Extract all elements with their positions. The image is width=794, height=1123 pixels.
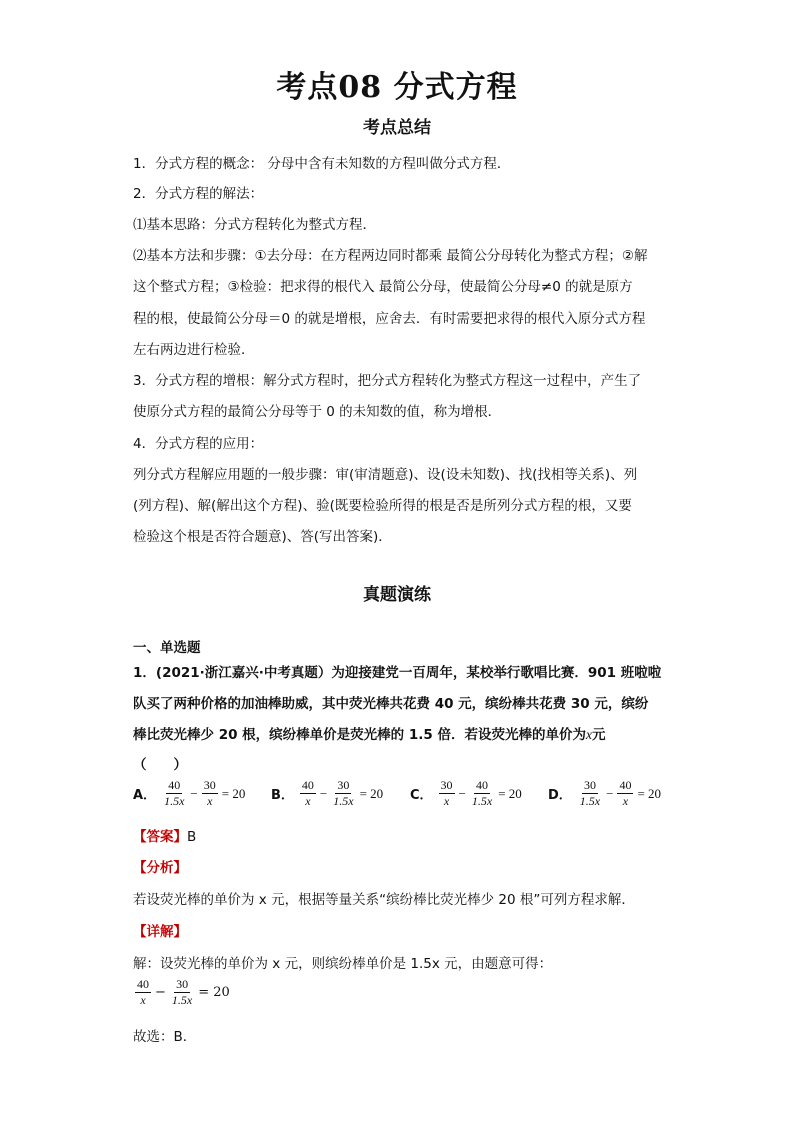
fraction (162, 778, 186, 809)
question-line-2: 队买了两种价格的加油棒助威，其中荧光棒共花费 40 元，缤纷棒共花费 30 元，缤纷 (133, 696, 649, 712)
question-answer-blank: （ ） (133, 757, 187, 773)
fraction (300, 778, 316, 809)
option-a[interactable] (133, 778, 247, 809)
fraction (135, 977, 151, 1008)
question-line-3-text: 棒比荧光棒少 20 根，缤纷棒单价是荧光棒的 1.5 倍．若设荧光棒的单价为 (133, 727, 587, 743)
denominator: x (305, 794, 311, 808)
summary-line-11: 列分式方程解应用题的一般步骤：审(审清题意)、设(设未知数)、找(找相等关系)、列 (133, 467, 638, 483)
summary-line-10: 4．分式方程的应用： (133, 436, 264, 452)
operator: − (155, 985, 166, 1000)
fraction (202, 778, 218, 809)
fraction (439, 778, 455, 809)
numerator: 30 (583, 778, 596, 792)
operator: − (606, 785, 614, 801)
fraction (331, 778, 355, 809)
summary-line-8: 3．分式方程的增根：解分式方程时，把分式方程转化为整式方程这一过程中，产生了 (133, 373, 642, 389)
equation-rhs: = 20 (359, 785, 384, 801)
fraction (617, 778, 633, 809)
conclusion-text: 故选：B． (133, 1029, 197, 1045)
denominator: 1.5x (333, 794, 354, 808)
operator: − (319, 785, 328, 801)
detail-equation (133, 977, 232, 1008)
equation-rhs: = 20 (198, 985, 230, 1000)
answer-block (133, 825, 196, 845)
question-line-3 (133, 723, 606, 743)
denominator: 1.5x (164, 794, 185, 808)
summary-line-13: 检验这个根是否符合题意)、答(写出答案)． (133, 529, 392, 545)
option-b[interactable] (271, 778, 385, 809)
denominator: x (207, 794, 213, 808)
section-heading-summary: 考点总结 (363, 118, 431, 138)
answer-tag: 【答案】 (133, 829, 187, 845)
detail-tag: 【详解】 (133, 924, 187, 940)
denominator: 1.5x (471, 794, 493, 808)
fraction (170, 977, 194, 1008)
summary-line-2: 2．分式方程的解法： (133, 186, 264, 202)
summary-line-3: ⑴基本思路：分式方程转化为整式方程． (133, 217, 376, 233)
part-label: 一、单选题 (133, 640, 201, 656)
equation-rhs: = 20 (498, 785, 522, 801)
equation-rhs: = 20 (221, 785, 246, 801)
numerator: 30 (176, 977, 189, 991)
denominator: 1.5x (579, 794, 601, 808)
operator: − (458, 785, 466, 801)
denominator: x (622, 794, 629, 808)
summary-line-7: 左右两边进行检验． (133, 342, 255, 358)
numerator: 40 (137, 977, 149, 991)
summary-line-5: 这个整式方程；③检验：把求得的根代入 最简公分母，使最简公分母≠0 的就是原方 (133, 279, 633, 295)
numerator: 30 (203, 778, 216, 792)
question-variable: x (586, 727, 593, 742)
denominator: 1.5x (171, 993, 193, 1007)
option-c[interactable] (410, 778, 524, 809)
numerator: 30 (337, 778, 350, 792)
summary-line-9: 使原分式方程的最简公分母等于 0 的未知数的值，称为增根． (133, 404, 502, 420)
option-letter: D． (548, 788, 572, 803)
detail-text: 解：设荧光棒的单价为 x 元，则缤纷棒单价是 1.5x 元，由题意可得： (133, 956, 553, 972)
option-letter: B． (271, 788, 294, 803)
operator: − (190, 785, 198, 801)
denominator: x (443, 794, 450, 808)
summary-line-1: 1．分式方程的概念： 分母中含有未知数的方程叫做分式方程． (133, 156, 511, 172)
question-line-1: 1．(2021·浙江嘉兴·中考真题）为迎接建党一百周年，某校举行歌唱比赛．901 班啦啦 (133, 665, 662, 681)
summary-line-4: ⑵基本方法和步骤：①去分母：在方程两边同时都乘 最简公分母转化为整式方程；②解 (133, 248, 648, 264)
equation-rhs: = 20 (637, 785, 662, 801)
numerator: 40 (301, 778, 314, 792)
summary-line-6: 程的根，使最简公分母＝0 的就是增根，应舍去．有时需要把求得的根代入原分式方程 (133, 311, 646, 327)
option-d[interactable] (548, 778, 663, 809)
answer-value: B (187, 829, 197, 845)
denominator: x (140, 993, 146, 1007)
question-unit: 元 (592, 727, 606, 743)
numerator: 40 (476, 778, 489, 792)
summary-line-12: (列方程)、解(解出这个方程)、验(既要检验所得的根是否是所列分式方程的根，又要 (133, 498, 632, 514)
page-title: 考点08 分式方程 (276, 70, 518, 105)
section-heading-practice: 真题演练 (363, 585, 431, 605)
option-letter: C． (410, 788, 433, 803)
analysis-tag: 【分析】 (133, 860, 187, 876)
option-letter: A． (133, 788, 157, 803)
fraction (578, 778, 602, 809)
numerator: 40 (168, 778, 181, 792)
fraction (470, 778, 494, 809)
numerator: 40 (619, 778, 632, 792)
analysis-text: 若设荧光棒的单价为 x 元，根据等量关系“缤纷棒比荧光棒少 20 根”可列方程求解． (133, 892, 635, 908)
numerator: 30 (440, 778, 453, 792)
